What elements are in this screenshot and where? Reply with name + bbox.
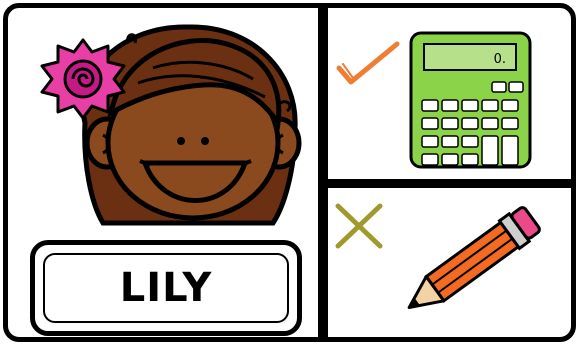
student-name: LILY — [119, 265, 213, 311]
calculator-display: 0. — [493, 52, 506, 67]
pencil-icon — [388, 208, 548, 323]
student-card — [3, 3, 576, 342]
check-mark-icon — [333, 38, 403, 88]
vertical-divider — [318, 8, 328, 337]
horizontal-divider — [323, 179, 576, 188]
name-box — [30, 240, 302, 336]
calculator-icon — [408, 30, 533, 170]
x-mark-icon — [330, 200, 390, 252]
flower-icon — [38, 36, 128, 121]
